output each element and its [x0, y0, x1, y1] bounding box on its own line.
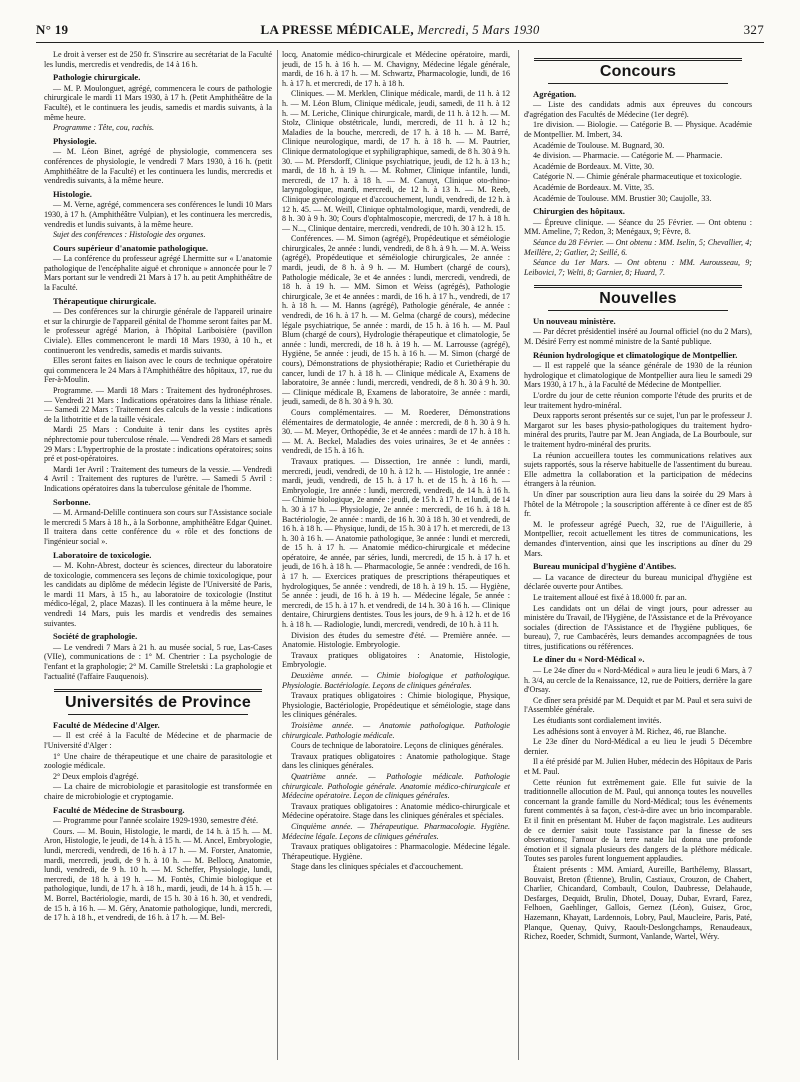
section-heading: Bureau municipal d'hygiène d'Antibes. [533, 561, 677, 572]
paragraph: Cours de technique de laboratoire. Leçons de cliniques générales. [291, 741, 504, 751]
paragraph: — Il est rappelé que la séance générale de 1930 de la réunion hydrologique et climatologique de Montpellier aura lieu le samedi 29 Mars 1930, à 17 h., à la Faculté de Médecine de Montpellier. [524, 361, 752, 390]
paragraph: Travaux pratiques obligatoires : Chimie biologique, Physique, Physiologie, Bactériologie, Propédeutique et séméiologie, stage dans les cliniques générales. [282, 691, 510, 720]
nouvelles-heading: Nouvelles [599, 290, 677, 308]
section-rule [54, 689, 262, 692]
section-heading: Agrégation. [533, 88, 577, 99]
paragraph: — Programme pour l'année scolaire 1929-1930, semestre d'été. [53, 816, 258, 826]
paragraph: — La conférence du professeur agrégé Lhermitte sur « L'anatomie pathologique de l'encéphalite aiguë et chronique » annoncée pour le 7 Mars portant sur le vendredi 21 Mars à 17 h. au petit Amphithéâtre de la Faculté. [44, 254, 272, 293]
paragraph: Travaux pratiques obligatoires : Pharmacologie. Médecine légale. Thérapeutique. Hygiène. [282, 842, 510, 861]
paragraph: Académie de Bordeaux. M. Vitte, 35. [533, 182, 654, 192]
section-heading: Histologie. [53, 188, 92, 199]
section-heading: Faculté de Médecine d'Alger. [53, 719, 160, 730]
heading-underline [68, 714, 248, 715]
paragraph: Travaux pratiques obligatoires : Anatomie, Histologie, Embryologie. [282, 650, 510, 670]
section-heading: Cours supérieur d'anatomie pathologique. [53, 242, 209, 253]
section-heading: Physiologie. [53, 135, 97, 146]
section-heading: Un nouveau ministère. [533, 315, 616, 326]
column-divider [277, 50, 278, 1060]
paragraph: — M. Armand-Delille continuera son cours sur l'Assistance sociale le mercredi 5 Mars à 18 h., à la Sorbonne, amphithéâtre Edgar Quinet. Il traitera dans cette conférence du « rôle et des fonctions de l'ingénieur social ». [44, 508, 272, 546]
paragraph: — Épreuve clinique. — Séance du 25 Février. — Ont obtenu : MM. Ameline, 7; Redon, 3; Menégaux, 9; Fèvre, 8. [524, 217, 752, 237]
issue-number: N° 19 [36, 22, 69, 37]
paragraph: Le traitement alloué est fixé à 18.000 fr. par an. [533, 592, 687, 602]
paragraph: Travaux pratiques obligatoires : Anatomie médico-chirurgicale et Médecine opératoire. Stage dans les cliniques générales et spéciales. [282, 801, 510, 821]
section-rule [534, 285, 742, 288]
heading-underline [548, 310, 728, 311]
paragraph: Séance du 1er Mars. — Ont obtenu : MM. Aurousseau, 9; Leibovici, 7; Welti, 8; Garnier, 8; Huard, 7. [524, 258, 752, 277]
paragraph: Division des études du semestre d'été. — Première année. — Anatomie. Histologie. Embryologie. [282, 630, 510, 650]
paragraph: Mardi 25 Mars : Conduite à tenir dans les cystites après néphrectomie pour tuberculose rénale. — Vendredi 28 Mars et samedi 29 Mars : L'hypertrophie de la prostate : indications opératoires; soins pré et post-opératoires. [44, 425, 272, 464]
paragraph: 4e division. — Pharmacie. — Catégorie M. — Pharmacie. [533, 151, 723, 161]
paragraph: Cours complémentaires. — M. Roederer, Démonstrations élémentaires de dermatologie, 4e année : mercredi, de 8 h. 30 à 9 h. 30. — M. Meyer, Orthopédie, 3e et 4e années : mardi de 17 h. à 18 h. — M. A. Beckel, Maladies des voies urinaires, 3e et 4e années : vendredi, de 15 h. à 16 h. [282, 407, 510, 456]
paragraph: Catégorie N. — Chimie générale pharmaceutique et toxicologie. [533, 172, 742, 182]
column-divider [518, 50, 519, 1060]
paragraph: — Liste des candidats admis aux épreuves du concours d'agrégation des Facultés de Médecine (1er degré). [524, 100, 752, 119]
paragraph: — M. Léon Binet, agrégé de physiologie, commencera ses conférences de physiologie, le vendredi 7 Mars 1930, à 16 h. (petit Amphithéâtre de la Faculté) et les continuera les lundis, mercredis et vendredis suivants, à la même heure. [44, 147, 272, 186]
paragraph: Ce dîner sera présidé par M. Dequidt et par M. Paul et sera suivi de l'Assemblée générale. [524, 695, 752, 715]
paragraph: Les candidats ont un délai de vingt jours, pour adresser au ministère du Travail, de l'Hygiène, de l'Assistance et de la Prévoyance sociales (direction de l'Assistance et de l'hygiène publiques, 6e bureau), 7, rue Cambacérès, leurs demandes accompagnées de tous titres, justifications ou références. [524, 603, 752, 651]
masthead [36, 22, 764, 38]
paragraph: M. le professeur agrégé Puech, 32, rue de l'Aiguillerie, à Montpellier, recoit actuellement les titres de communications, les demandes d'intervention, ainsi que les inscriptions au dîner du 29 Mars. [524, 519, 752, 558]
paragraph: Sujet des conférences : Histologie des organes. [53, 230, 206, 240]
issue-date: Mercredi, 5 Mars 1930 [417, 23, 540, 37]
paragraph: Deuxième année. — Chimie biologique et pathologique. Physiologie. Bactériologie. Leçons de cliniques générales. [282, 671, 510, 690]
paragraph: 1° Une chaire de thérapeutique et une chaire de parasitologie et zoologie médicale. [44, 751, 272, 771]
paragraph: — Le 24e dîner du « Nord-Médical » aura lieu le jeudi 6 Mars, à 7 h. 3/4, au cercle de la Renaissance, 12, rue de Poitiers, derrière la gare d'Orsay. [524, 666, 752, 695]
paragraph: Académie de Toulouse. M. Bugnard, 30. [533, 140, 665, 150]
section-heading: Faculté de Médecine de Strasbourg. [53, 804, 185, 815]
heading-underline [548, 83, 728, 84]
paragraph: Un dîner par souscription aura lieu dans la soirée du 29 Mars à l'hôtel de la Métropole ; la souscription afférente à ce dîner est de 85 fr. [524, 489, 752, 519]
section-heading: Le dîner du « Nord-Médical ». [533, 654, 645, 665]
universites-heading: Universités de Province [64, 694, 251, 712]
paragraph: Il a été présidé par M. Julien Huber, médecin des Hôpitaux de Paris et M. Paul. [524, 757, 752, 776]
paragraph: locq, Anatomie médico-chirurgicale et Médecine opératoire, mardi, jeudi, de 15 h. à 16 h. — M. Chavigny, Médecine légale générale, mardi, de 16 h. à 17 h. — M. Schwartz, Pharmacologie, lundi, de 16 h. à 17 h. et mercredi, de 17 h. à 18 h. [282, 50, 510, 88]
section-heading: Sorbonne. [53, 496, 91, 507]
paragraph: La réunion accueillera toutes les communications relatives aux sujets rapportés, sous la réserve habituelle de l'assentiment du bureau. Elle admettra la collaboration et la participation de médecins étrangers à la réunion. [524, 450, 752, 489]
paragraph: L'ordre du jour de cette réunion comporte l'étude des prurits et de leur traitement hydro-minéral. [524, 391, 752, 410]
paragraph: Quatrième année. — Pathologie médicale. Pathologie chirurgicale. Pathologie générale. Anatomie médico-chirurgicale et Médecine opératoire. Leçon de cliniques générales. [282, 771, 510, 801]
paragraph: Les adhésions sont à envoyer à M. Richez, 46, rue Blanche. [533, 726, 727, 736]
paragraph: Séance du 28 Février. — Ont obtenu : MM. Iselin, 5; Chevallier, 4; Meillère, 2; Gatlier, 2; Seillé, 6. [524, 237, 752, 257]
section-heading: Société de graphologie. [53, 631, 138, 642]
paragraph: Cette réunion fut extrêmement gaie. Elle fut suivie de la traditionnelle allocution de M. Paul, qui annonça toutes les nouvelles concernant la grande famille du Nord-Médical; tous les événements furent commentés à sa façon, c'est-à-dire avec un brio incomparable. Et il finit en présentant M. Huber de façon magistrale. Les auditeurs de ce dernier saisit toute l'assistance par la finesse de ses observations; l'amour de la terre natale lui donna une profonde émotion et il signala plusieurs des dangers de la pléthore médicale. Toutes ses paroles furent longuement applaudies. [524, 777, 752, 864]
section-heading: Thérapeutique chirurgicale. [53, 295, 157, 306]
paragraph: Le 23e dîner du Nord-Médical a eu lieu le jeudi 5 Décembre dernier. [524, 737, 752, 756]
column-1 [44, 50, 272, 1060]
column-3 [524, 50, 752, 1060]
header-rule [36, 42, 764, 43]
paragraph: Académie de Bordeaux. M. Vitte, 30. [533, 161, 654, 171]
paragraph: Cinquième année. — Thérapeutique. Pharmacologie. Hygiène. Médecine légale. Leçons de cliniques générales. [282, 821, 510, 841]
paragraph: Deux rapports seront présentés sur ce sujet, l'un par le professeur J. Margarot sur les bases physio-pathologiques du traitement hydro-minéral des prurits, l'autre par M. Jean Angiada, de La Bourboule, sur le traitement hydro-minéral des prurits. [524, 411, 752, 449]
paragraph: — M. Kohn-Abrest, docteur ès sciences, directeur du laboratoire de toxicologie, commencera ses leçons de chimie toxicologique, pour les candidats au diplôme de médecin légiste de l'Université de Paris, le mardi 11 Mars, à 15 h., au laboratoire de toxicologie (Institut médico-légal, 2, place Mazas). Il les continuera à la même heure, le vendredi 14 Mars, puis les mardis et vendredis des semaines suivantes. [44, 561, 272, 628]
page-header [36, 22, 764, 42]
paragraph: — Par décret présidentiel inséré au Journal officiel (no du 2 Mars), M. Désiré Ferry est nommé ministre de la Santé publique. [524, 327, 752, 347]
paragraph: Mardi 1er Avril : Traitement des tumeurs de la vessie. — Vendredi 4 Avril : Traitement des ruptures de l'urètre. — Samedi 5 Avril : Indications opératoires dans la tuberculose génitale de l'homme. [44, 464, 272, 493]
paragraph: — La vacance de directeur du bureau municipal d'hygiène est déclarée ouverte pour Antibes. [524, 572, 752, 592]
concours-heading: Concours [599, 63, 677, 80]
paragraph: Troisième année. — Anatomie pathologique. Pathologie chirurgicale. Pathologie médicale. [282, 720, 510, 740]
paragraph: Programme. — Mardi 18 Mars : Traitement des hydronéphroses. — Vendredi 21 Mars : Indications opératoires dans la lithiase rénale. — Samedi 22 Mars : Traitement des calculs de la vessie : indications de la lithotritie et de la taille vésicale. [44, 386, 272, 424]
section-heading: Laboratoire de toxicologie. [53, 549, 152, 560]
paragraph: Travaux pratiques obligatoires : Anatomie pathologique. Stage dans les cliniques générales. [282, 751, 510, 771]
paragraph: — La chaire de microbiologie et parasitologie est transformée en chaire de microbiologie et cryptogamie. [44, 782, 272, 801]
section-heading: Chirurgien des hôpitaux. [533, 206, 625, 217]
paragraph: Les étudiants sont cordialement invités. [533, 716, 662, 726]
page-number: 327 [743, 22, 764, 37]
paragraph: 1re division. — Biologie. — Catégorie B. — Physique. Académie de Montpellier. M. Imbert, 34. [524, 120, 752, 139]
paragraph: Étaient présents : MM. Amiard, Aureille, Barthélemy, Blassart, Bouvaist, Breton (Étienne), Brulin, Castiaux, Crouzon, de Chabert, Charlier, Chicandard, Combault, Coulon, Daubresse, Delahaude, Desfarges, Dequidt, Brulin, Dhotel, Douay, Dubar, Evrard, Farez, Felhoen, Gaehlinger, Gallois, Gernez (Léon), Guisez, Groc, Hazemann, Khayatt, Lardennois, Lobry, Paul, Maucleire, Paris, Paté, Planque, Quenay, Quivy, Raoult-Deslongchamps, Renaudeaux, Richez, Roeder, Schmidt, Surmont, Vanlande, Wartel, Wéry. [524, 864, 752, 942]
section-heading: Pathologie chirurgicale. [53, 72, 141, 83]
paragraph: Cliniques. — M. Merklen, Clinique médicale, mardi, de 11 h. à 12 h. — M. Léon Blum, Clinique médicale, jeudi, samedi, de 11 h. à 12 h. — M. Leriche, Clinique chirurgicale, mardi, de 11 h. à 12 h. — M. Stolz, Clinique obstétricale, lundi, mercredi, de 11 h. à 12 h.; Maladies de la bouche, mercredi, de 17 h. à 18 h. — M. Barré, Clinique neurologique, mardi, de 17 h. à 18 h. — M. Pautrier, Clinique dermatologique et syphiligraphique, samedi, de 8 h. 30 à 9 h. 30. — M. Pfersdorff, Clinique psychiatrique, jeudi, de 12 h. à 13 h.; mardi, de 18 h. à 19 h. — M. Rohmer, Clinique infantile, lundi, mercredi, de 17 h. à 18 h. — M. Canuyt, Clinique oto-rhino-laryngologique, mardi, mercredi, de 12 h. à 13 h. — M. Reeb, Clinique gynécologique et d'accouchement, lundi, vendredi, de 12 h. à 12 h. 45. — M. Weill, Clinique ophtalmologique, mardi, vendredi, de 8 h. 30 à 9 h. 30; Cours d'ophtalmoscopie, mercredi, de 17 h. à 18 h. — N..., Clinique dentaire, mercredi, vendredi, de 10 h. 30 à 12 h. 15. [282, 89, 510, 233]
paragraph: 2° Deux emplois d'agrégé. [53, 771, 139, 781]
paragraph: Cours. — M. Bouin, Histologie, le mardi, de 14 h. à 15 h. — M. Aron, Histologie, le jeudi, de 14 h. à 15 h. — M. Ancel, Embryologie, lundi, mercredi, vendredi, de 16 h. à 17 h. — M. Forster, Anatomie, mardi, mercredi, jeudi, de 9 h. à 10 h. — M. Bellocq, Anatomie, lundi, vendredi, de 9 h. 10 h. — M. Scheffer, Physiologie, lundi, mercredi, de 18 h. à 19 h. — M. Fontès, Chimie biologique et pathologique, lundi, de 17 h. à 18 h., mardi, jeudi, de 14 h. à 15 h. — M. Borrel, Bactériologie, mardi, de 15 h. 30 à 16 h. 30, et vendredi, de 15 h. à 16 h. — M. Géry, Anatomie pathologique, lundi, mercredi, de 17 h. à 18 h., et vendredi, de 16 h. à 17 h. — M. Bel- [44, 826, 272, 923]
paragraph: Conférences. — M. Simon (agrégé), Propédeutique et séméiologie chirurgicales, 2e année : lundi, vendredi, de 8 h. à 9 h. — M. A. Weiss (agrégé), Propédeutique et séméiologie chirurgicales, 2e année : mardi, jeudi, de 8 h. à 9 h. — M. Humbert (chargé de cours), Pathologie médicale, 3e et 4e années : lundi, mercredi, vendredi, de 18 h. à 19 h. — MM. Simon et Weiss (agrégés), Pathologie chirurgicale, 3e et 4e années : mardi, de 16 h. à 17 h., vendredi, de 17 h. à 18 h. — M. Hanns (agrégé), Pathologie générale, 4e année : vendredi, de 16 h. à 17 h. — M. Gelma (chargé de cours), médecine légale psychiatrique, 5e année : mardi, de 15 h. à 16 h. — M. Paul Blum (chargé de cours), Hydrologie thérapeutique et climatologie, 5e année : lundi, mercredi, de 18 h. à 19 h. — M. Larrousse (agrégé), Hygiène, 5e année : jeudi, de 15 h. à 16 h. — M. Simon (chargé de cours), Démonstrations de physiothérapie; Radio et Curiethérapie du cancer, lundi de 17 h. à 18 h. — Clinique médicale A, Examens de laboratoire, 3e année : lundi, mercredi, vendredi, de 8 h. 30 à 9 h. 30. — Clinique médicale B, Examens de laboratoire, 3e année : mardi, jeudi, samedi, de 8 h. 30 à 9 h. 30. [282, 234, 510, 407]
section-rule [534, 58, 742, 61]
paragraph: Travaux pratiques. — Dissection, 1re année : lundi, mardi, mercredi, jeudi, vendredi, de 10 h. à 12 h. — Histologie, 1re année : mardi, jeudi, vendredi, de 15 h. à 17 h. et de 15 h. à 16 h. — Embryologie, 1re année : lundi, mercredi, vendredi, de 14 h. à 16 h. — Chimie biologique, 2e année : jeudi, de 15 h. à 17 h. et lundi, de 14 h. 30 à 17 h. — Physiologie, 2e année : mercredi, de 16 h. à 18 h. Bactériologie, 2e année : mardi, de 16 h. 30 à 18 h. 30 et vendredi, de 16 h. à 18 h. — Physique, lundi, de 15 h. 30 à 17 h. et mercredi, de 13 h. 30 à 16 h. — Anatomie pathologique, 3e année : lundi et mercredi, de 15 h. à 17 h. — Anatomie médico-chirurgicale et médecine opératoire, 4e année, par séries, lundi, mercredi, de 15 h. à 17 h. et jeudi, de 16 h. à 18 h. — Pharmacologie, 5e année : vendredi, de 16 h. à 17 h. — Exercices pratiques de prescriptions thérapeutiques et hydrologiques, 5e année : vendredi, de 18 h. à 19 h. 15. — Hygiène, 5e année : jeudi, de 16 h. à 19 h. — Médecine légale, 5e année : mercredi, de 15 h. à 17 h. et vendredi, de 14 h. 30 à 16 h. — Clinique dentaire, Chirurgiens dentistes. Tous les jours, de 9 h. à 12 h. et de 16 h. à 18 h. — Radiologie, lundi, mercredi, vendredi, de 10 h. à 11 h. [282, 456, 510, 630]
section-heading: Réunion hydrologique et climatologique de Montpellier. [533, 349, 738, 360]
paragraph: Stage dans les cliniques spéciales et d'accouchement. [291, 862, 464, 872]
paragraph: Le droit à verser est de 250 fr. S'inscrire au secrétariat de la Faculté les lundis, mercredis et vendredis, de 14 à 16 h. [44, 50, 272, 69]
column-2 [282, 50, 510, 1060]
paragraph: — Des conférences sur la chirurgie générale de l'appareil urinaire et sur la chirurgie de l'appareil génital de l'homme seront faites par M. le professeur agrégé Marion, à l'hôpital Lariboisière (pavillon Civiale). Elles commenceront le mardi 18 Mars 1930, à 10 h., et continueront les vendredis, samedis et mardis suivants. [44, 307, 272, 355]
journal-title: LA PRESSE MÉDICALE, [260, 22, 414, 37]
paragraph: — M. P. Moulonguet, agrégé, commencera le cours de pathologie chirurgicale le mardi 11 Mars 1930, à 17 h. (Petit Amphithéâtre de la Faculté), et le continuera les jeudis, samedis et mardis suivants, à la même heure. [44, 83, 272, 122]
paragraph: — Il est créé à la Faculté de Médecine et de pharmacie de l'Université d'Alger : [44, 731, 272, 750]
paragraph: Programme : Tête, cou, rachis. [53, 123, 155, 133]
paragraph: Académie de Toulouse. MM. Brustier 30; Caujolle, 33. [533, 193, 712, 203]
paragraph: — M. Verne, agrégé, commencera ses conférences le lundi 10 Mars 1930, à 17 h. (Amphithéâtre Vulpian), et les continuera les mercredis, vendredis et lundis suivants, à la même heure. [44, 200, 272, 229]
paragraph: Elles seront faites en liaison avec le cours de technique opératoire qui commencera le 24 Mars à l'Amphithéâtre des hôpitaux, 17, rue du Fer-à-Moulin. [44, 356, 272, 385]
paragraph: — Le vendredi 7 Mars à 21 h. au musée social, 5 rue, Las-Cases (VIIe), communications de : 1° M. Chentrier : La psychologie de l'enfant et la graphologie; 2° M. Camille Streletski : La graphologie et l'actualité (l'affaire Fauquenois). [44, 642, 272, 681]
